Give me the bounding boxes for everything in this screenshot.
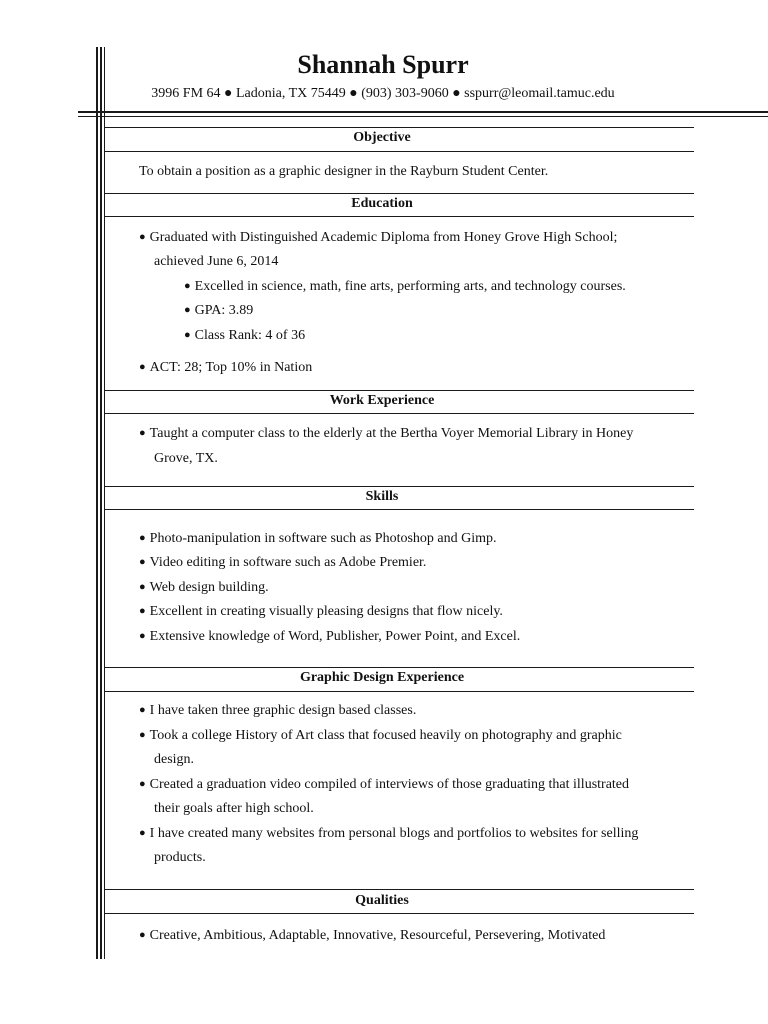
border-line xyxy=(96,47,98,959)
list-item: ● Web design building. xyxy=(139,576,269,601)
contact-info: 3996 FM 64 ● Ladonia, TX 75449 ● (903) 303-9060 ● sspurr@leomail.tamuc.edu xyxy=(151,86,615,101)
sub-list-item: ● GPA: 3.89 xyxy=(184,299,253,324)
list-item-continuation: design. xyxy=(154,752,195,767)
list-item: ● ACT: 28; Top 10% in Nation xyxy=(139,356,312,381)
section-rule xyxy=(105,667,694,668)
objective-text: To obtain a position as a graphic designer in the Rayburn Student Center. xyxy=(139,164,549,179)
list-item-continuation: Grove, TX. xyxy=(154,451,218,466)
list-item: ● Photo-manipulation in software such as Photoshop and Gimp. xyxy=(139,527,497,552)
list-item: ● Extensive knowledge of Word, Publisher, Power Point, and Excel. xyxy=(139,625,520,650)
list-item-continuation: their goals after high school. xyxy=(154,801,314,816)
list-item-continuation: achieved June 6, 2014 xyxy=(154,254,279,269)
list-item: ● Excellent in creating visually pleasing designs that flow nicely. xyxy=(139,600,503,625)
sub-list-item: ● Class Rank: 4 of 36 xyxy=(184,324,305,349)
section-rule xyxy=(105,413,694,414)
list-item: ● Creative, Ambitious, Adaptable, Innovative, Resourceful, Persevering, Motivated xyxy=(139,924,605,949)
section-rule xyxy=(105,127,694,128)
list-item: ● I have created many websites from personal blogs and portfolios to websites for selling xyxy=(139,822,638,847)
list-item: ● I have taken three graphic design based classes. xyxy=(139,699,416,724)
sub-list-item: ● Excelled in science, math, fine arts, performing arts, and technology courses. xyxy=(184,275,626,300)
section-title-education: Education xyxy=(351,196,413,211)
section-rule xyxy=(105,151,694,152)
header-rule xyxy=(78,116,768,117)
section-rule xyxy=(105,913,694,914)
list-item: ● Created a graduation video compiled of interviews of those graduating that illustrated xyxy=(139,773,629,798)
section-rule xyxy=(105,216,694,217)
resume-name: Shannah Spurr xyxy=(297,50,469,79)
header-rule xyxy=(78,111,768,113)
list-item: ● Video editing in software such as Adobe Premier. xyxy=(139,551,426,576)
section-rule xyxy=(105,193,694,194)
section-title-work: Work Experience xyxy=(329,393,435,408)
section-rule xyxy=(105,691,694,692)
section-title-skills: Skills xyxy=(365,489,399,504)
section-rule xyxy=(105,390,694,391)
list-item: ● Took a college History of Art class that focused heavily on photography and graphic xyxy=(139,724,622,749)
section-title-objective: Objective xyxy=(353,130,411,145)
list-item-continuation: products. xyxy=(154,850,206,865)
section-title-graphic-design: Graphic Design Experience xyxy=(299,670,465,685)
list-item: ● Graduated with Distinguished Academic Diploma from Honey Grove High School; xyxy=(139,226,617,251)
section-title-qualities: Qualities xyxy=(355,893,409,908)
border-line xyxy=(100,47,102,959)
section-rule xyxy=(105,486,694,487)
section-rule xyxy=(105,889,694,890)
section-rule xyxy=(105,509,694,510)
list-item: ● Taught a computer class to the elderly at the Bertha Voyer Memorial Library in Honey xyxy=(139,422,633,447)
